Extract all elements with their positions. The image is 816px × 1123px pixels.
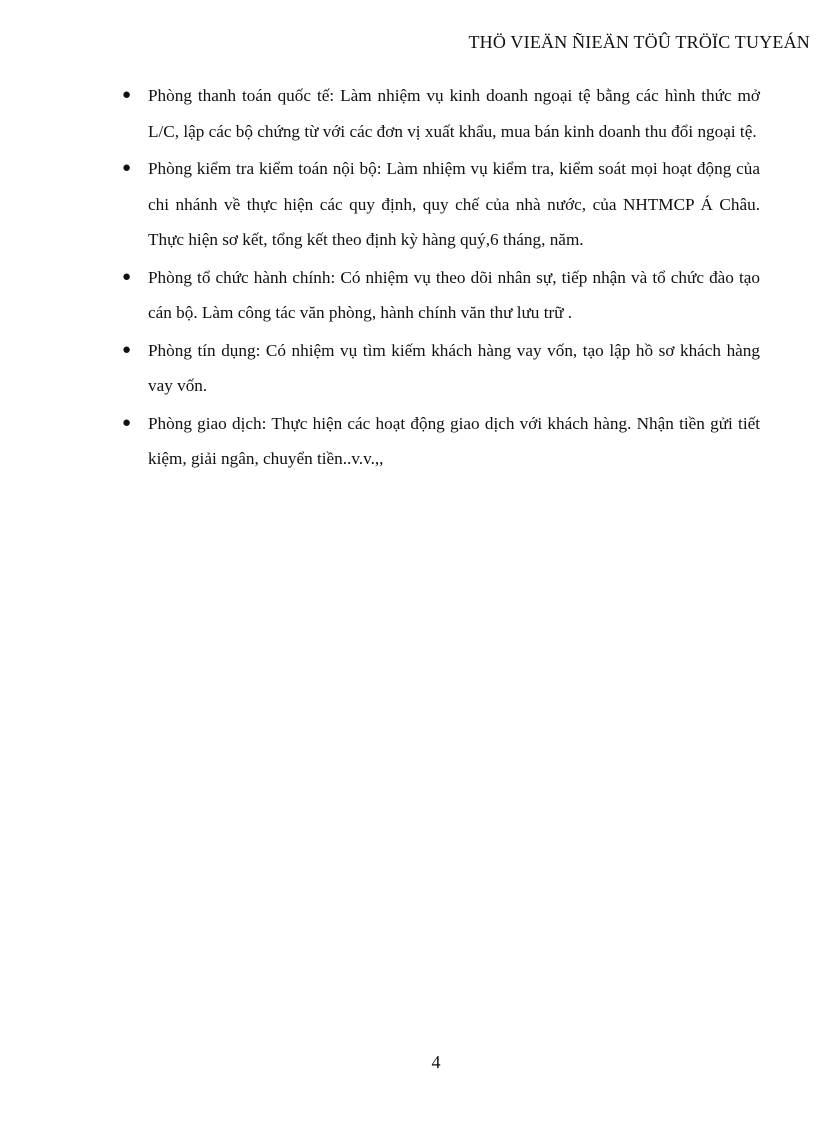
- bullet-icon: ●: [122, 160, 132, 176]
- list-item: [118, 406, 760, 477]
- bullet-icon: ●: [122, 414, 132, 431]
- page-number: 4: [431, 1052, 441, 1072]
- list-item: [118, 78, 760, 149]
- list-item-text: Phòng tổ chức hành chính: Có nhiệm vụ theo dõi nhân sự, tiếp nhận và tổ chức đào tạo cán bộ. Làm công tác văn phòng, hành chính văn thư lưu trữ .: [148, 267, 760, 322]
- department-list: [118, 78, 760, 479]
- list-item-text: Phòng kiểm tra kiểm toán nội bộ: Làm nhiệm vụ kiểm tra, kiểm soát mọi hoạt động của chi nhánh về thực hiện các quy định, quy chế của nhà nước, của NHTMCP Á Châu. Thực hiện sơ kết, tổng kết theo định kỳ hàng quý,6 tháng, năm.: [148, 159, 760, 249]
- list-item-text: Phòng giao dịch: Thực hiện các hoạt động giao dịch với khách hàng. Nhận tiền gửi tiết kiệm, giải ngân, chuyển tiền..v.v.,,: [148, 413, 760, 468]
- bullet-icon: ●: [122, 87, 132, 103]
- list-item-text: Phòng thanh toán quốc tế: Làm nhiệm vụ kinh doanh ngoại tệ bằng các hình thức mở L/C, lập các bộ chứng từ với các đơn vị xuất khẩu, mua bán kinh doanh thu đổi ngoại tệ.: [148, 86, 760, 141]
- list-item: [118, 333, 760, 404]
- list-item-text: Phòng tín dụng: Có nhiệm vụ tìm kiếm khách hàng vay vốn, tạo lập hồ sơ khách hàng vay vốn.: [148, 340, 760, 395]
- bullet-icon: ●: [122, 341, 132, 358]
- page-header: THÖ VIEÄN ÑIEÄN TÖÛ TRÖÏC TUYEÁN: [468, 32, 810, 52]
- list-item: [118, 151, 760, 258]
- list-item: [118, 260, 760, 331]
- bullet-icon: ●: [122, 268, 132, 285]
